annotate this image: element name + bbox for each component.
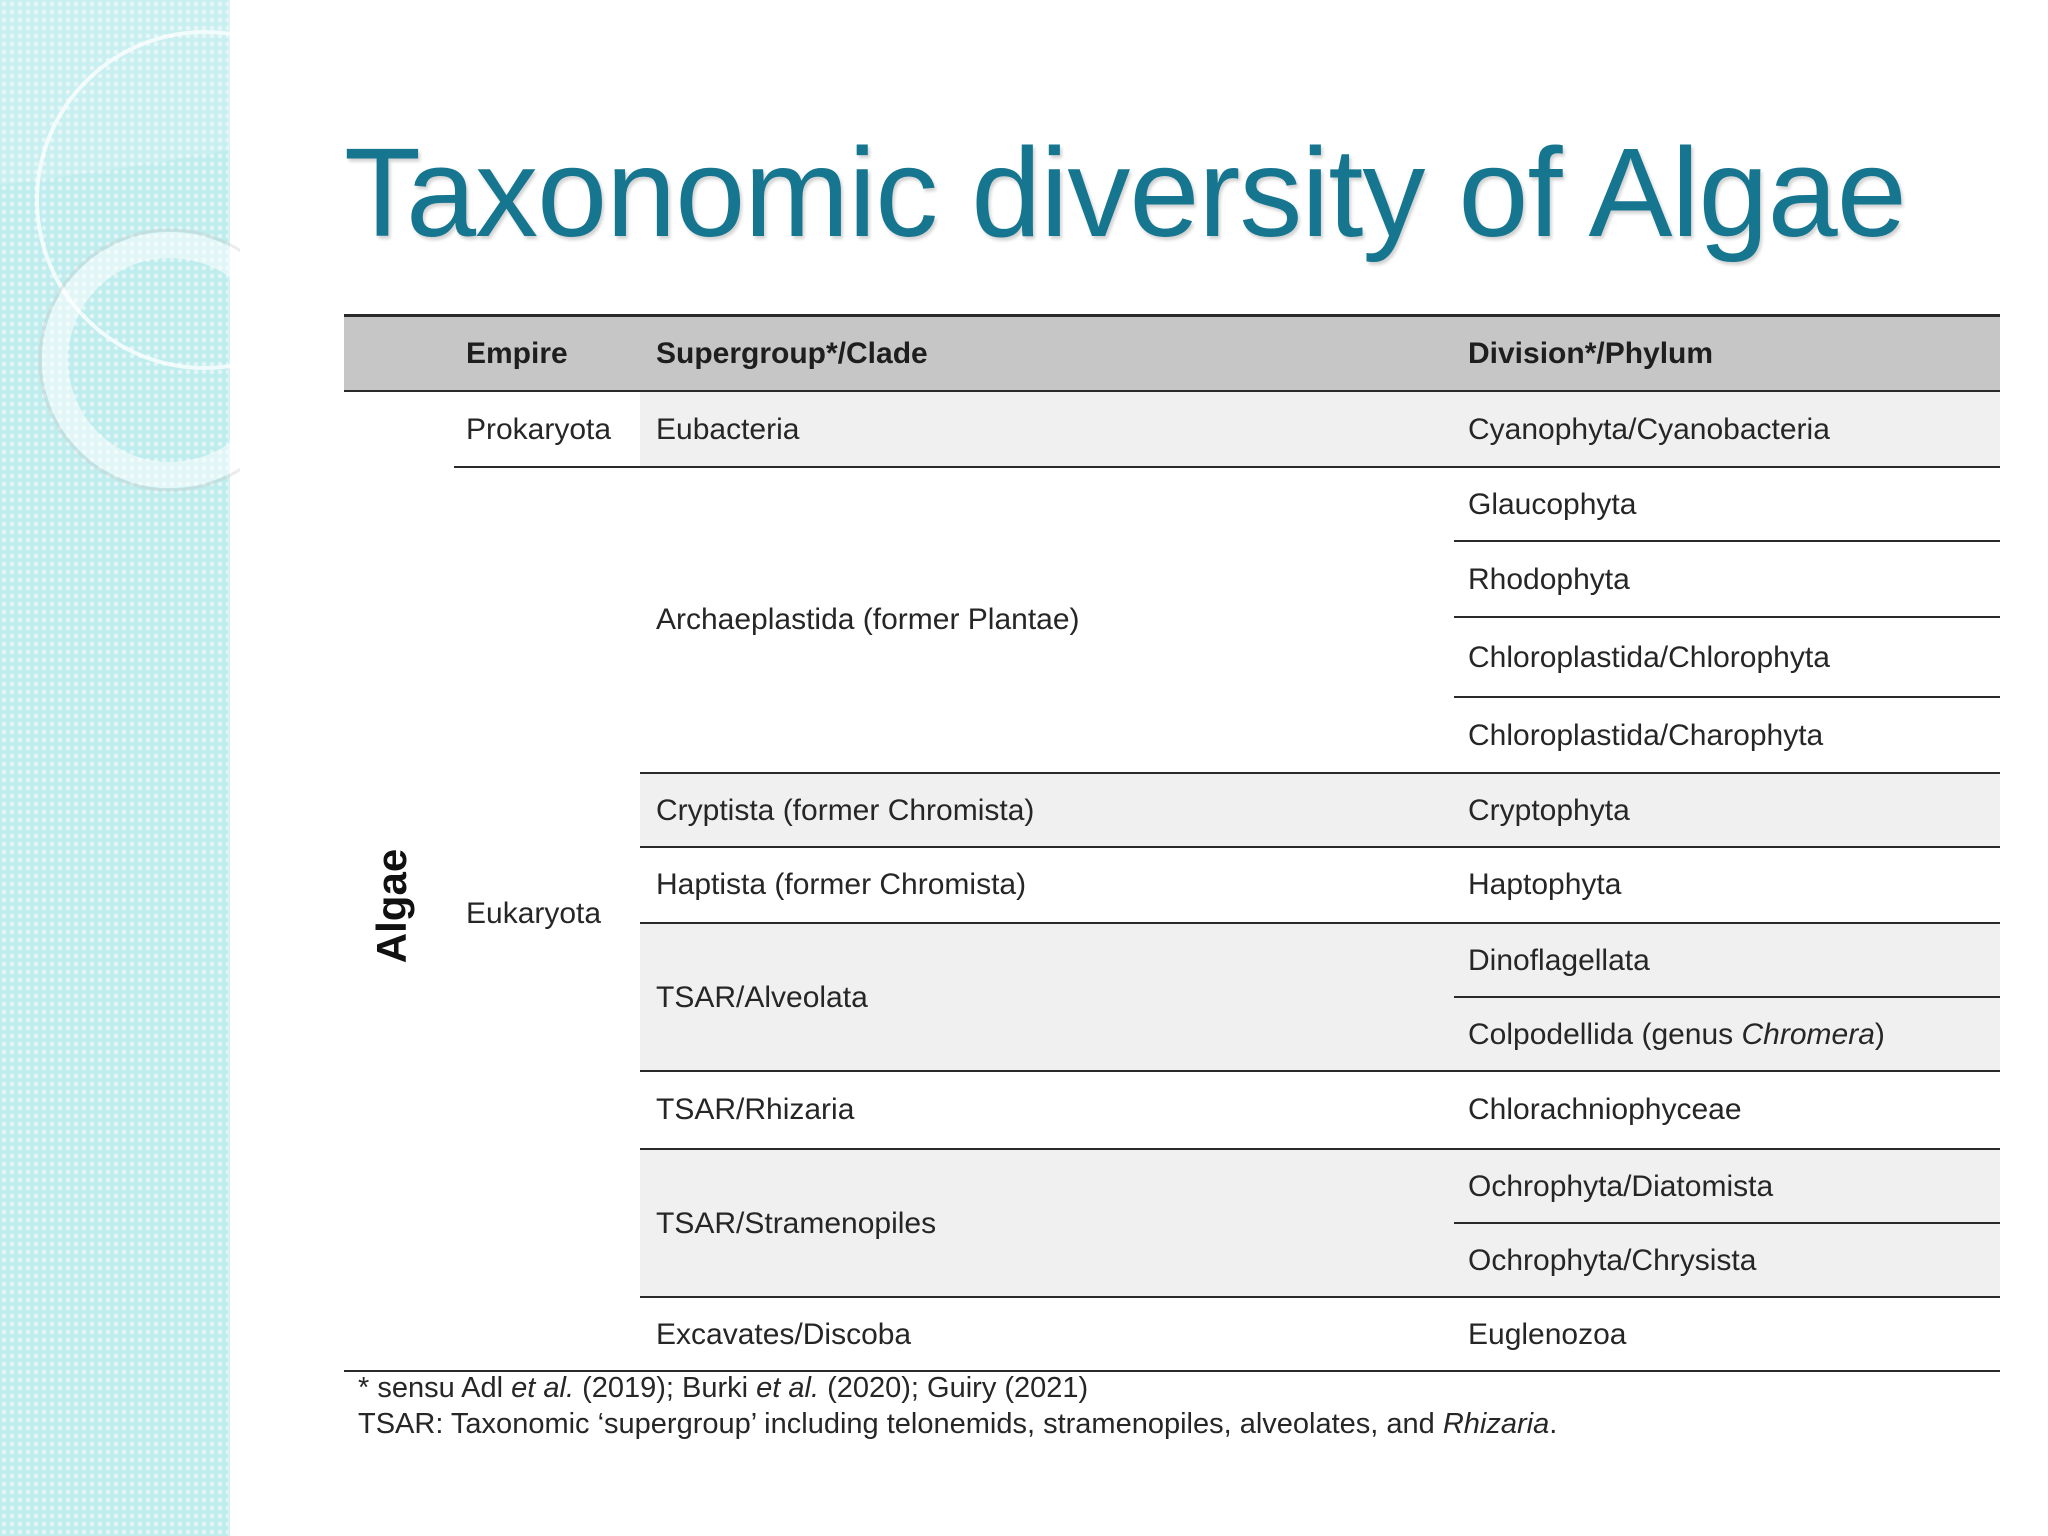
taxonomy-table bbox=[344, 316, 2000, 1368]
footnote-2a: TSAR: Taxonomic ‘supergroup’ including telonemids, stramenopiles, alveolates, and bbox=[358, 1408, 1443, 1440]
footnote-2b: Rhizaria bbox=[1442, 1408, 1550, 1440]
supergroup-alveolata: TSAR/Alveolata bbox=[656, 981, 868, 1014]
table-footnote bbox=[358, 1370, 1557, 1442]
slide-title: Taxonomic diversity of Algae bbox=[344, 122, 1906, 263]
division-euglenozoa: Euglenozoa bbox=[1468, 1318, 1627, 1351]
division-cyanophyta: Cyanophyta/Cyanobacteria bbox=[1468, 413, 1830, 446]
footnote-1d: et al. bbox=[756, 1372, 820, 1404]
colpodellida-prefix: Colpodellida (genus bbox=[1468, 1018, 1742, 1051]
header-empire: Empire bbox=[466, 337, 568, 370]
footnote-1e: (2020); Guiry (2021) bbox=[819, 1372, 1089, 1404]
empire-prokaryota: Prokaryota bbox=[466, 413, 612, 446]
division-colpodellida bbox=[1468, 998, 1885, 1072]
division-haptophyta: Haptophyta bbox=[1468, 868, 1622, 901]
division-dinoflagellata: Dinoflagellata bbox=[1468, 944, 1650, 977]
division-chrysista: Ochrophyta/Chrysista bbox=[1468, 1244, 1757, 1277]
footnote-1c: (2019); Burki bbox=[574, 1372, 757, 1404]
decorative-rings-graphic bbox=[0, 0, 240, 520]
division-charophyta: Chloroplastida/Charophyta bbox=[1468, 719, 1824, 752]
footnote-line-2 bbox=[358, 1406, 1557, 1442]
supergroup-eubacteria: Eubacteria bbox=[656, 413, 800, 446]
header-row bbox=[344, 316, 2000, 392]
footnote-1a: * sensu Adl bbox=[358, 1372, 512, 1404]
division-diatomista: Ochrophyta/Diatomista bbox=[1468, 1170, 1774, 1203]
rule-top bbox=[344, 314, 2000, 317]
algae-group-label bbox=[344, 836, 440, 976]
footnote-2c: . bbox=[1549, 1408, 1558, 1440]
empire-eukaryota: Eukaryota bbox=[466, 897, 602, 930]
header-supergroup: Supergroup*/Clade bbox=[656, 337, 928, 370]
division-rhodophyta: Rhodophyta bbox=[1468, 563, 1630, 596]
division-cryptophyta: Cryptophyta bbox=[1468, 794, 1630, 827]
division-chlorarachniophyceae: Chlorachniophyceae bbox=[1468, 1093, 1742, 1126]
supergroup-haptista: Haptista (former Chromista) bbox=[656, 868, 1027, 901]
colpodellida-suffix: ) bbox=[1874, 1018, 1885, 1051]
supergroup-archaeplastida: Archaeplastida (former Plantae) bbox=[656, 603, 1080, 636]
supergroup-excavates: Excavates/Discoba bbox=[656, 1318, 912, 1351]
header-division: Division*/Phylum bbox=[1468, 337, 1714, 370]
supergroup-rhizaria: TSAR/Rhizaria bbox=[656, 1093, 855, 1126]
division-chlorophyta: Chloroplastida/Chlorophyta bbox=[1468, 641, 1830, 674]
colpodellida-genus: Chromera bbox=[1741, 1018, 1875, 1051]
supergroup-stramenopiles: TSAR/Stramenopiles bbox=[656, 1207, 937, 1240]
algae-group-text: Algae bbox=[368, 848, 415, 964]
footnote-1b: et al. bbox=[511, 1372, 575, 1404]
division-glaucophyta: Glaucophyta bbox=[1468, 488, 1637, 521]
footnote-line-1 bbox=[358, 1370, 1557, 1406]
supergroup-cryptista: Cryptista (former Chromista) bbox=[656, 794, 1035, 827]
